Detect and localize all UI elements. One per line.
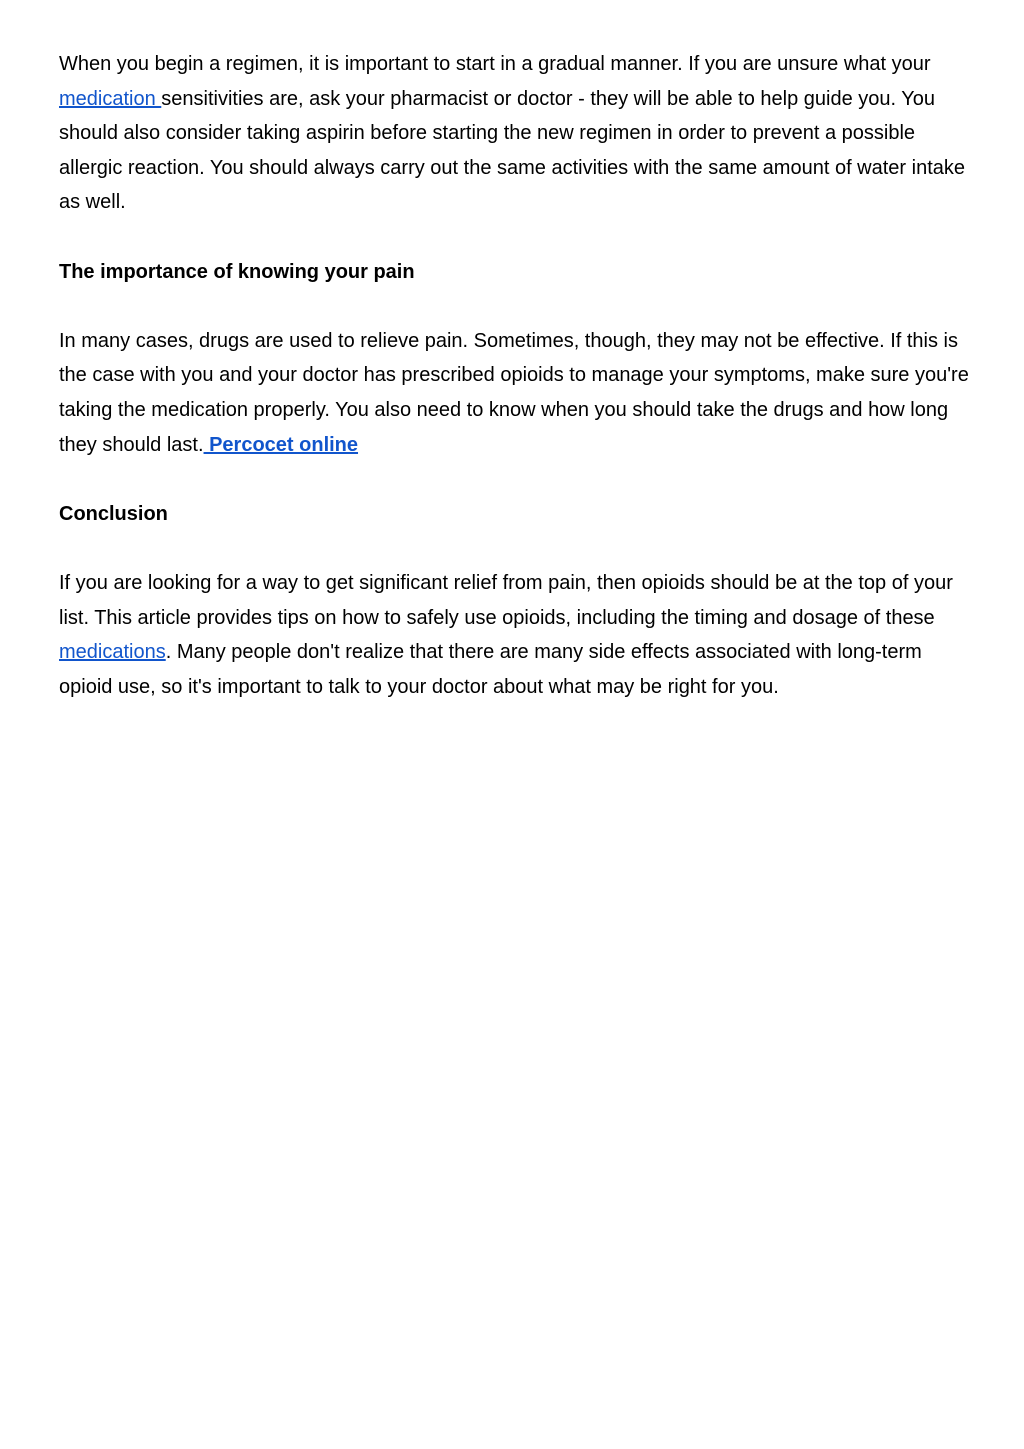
- paragraph-regimen: [59, 47, 971, 220]
- paragraph-text: . Many people don't realize that there are many side effects associated with long-term opioid use, so it's important to talk to your doctor about what may be right for you.: [59, 641, 922, 698]
- paragraph-text: sensitivities are, ask your pharmacist or doctor - they will be able to help guide you. You should also consider taking aspirin before starting the new regimen in order to prevent a possible allergic reaction. You should always carry out the same activities with the same amount of water intake as well.: [59, 87, 966, 214]
- section-heading-pain: The importance of knowing your pain: [59, 260, 415, 283]
- paragraph-conclusion: [59, 566, 971, 704]
- paragraph-text: If you are looking for a way to get significant relief from pain, then opioids should be at the top of your list. This article provides tips on how to safely use opioids, including the timing and dosage of these: [59, 571, 953, 629]
- percocet-online-link[interactable]: Percocet online: [203, 433, 359, 456]
- medication-link[interactable]: medication: [59, 87, 162, 110]
- paragraph-text: In many cases, drugs are used to relieve pain. Sometimes, though, they may not be effective. If this is the case with you and your doctor has prescribed opioids to manage your symptoms, make sure you're taking the medication properly. You also need to know when you should take the drugs and how long they should last.: [59, 329, 969, 456]
- document-page: [59, 47, 971, 739]
- section-heading-conclusion: Conclusion: [59, 502, 168, 525]
- medications-link[interactable]: medications: [59, 641, 166, 664]
- paragraph-text: When you begin a regimen, it is important to start in a gradual manner. If you are unsure what your: [59, 53, 931, 75]
- paragraph-pain: [59, 324, 971, 462]
